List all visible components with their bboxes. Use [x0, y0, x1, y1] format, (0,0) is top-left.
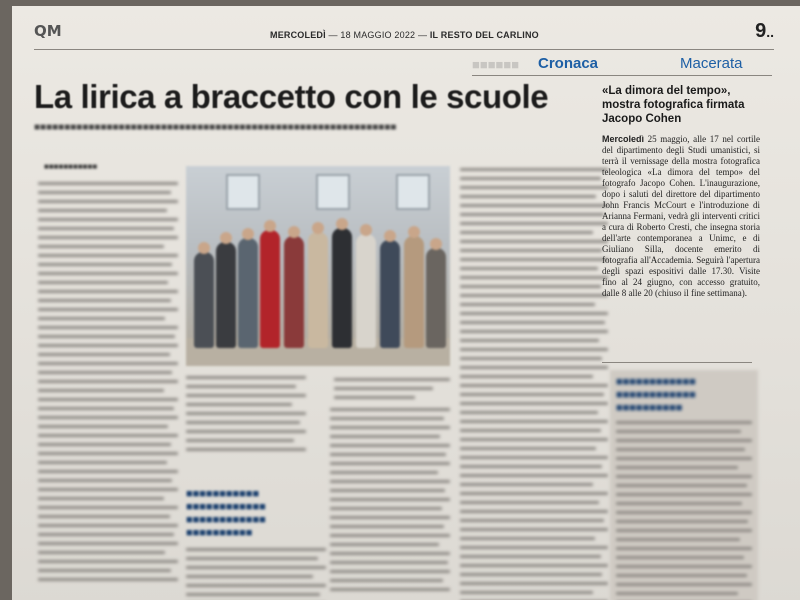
dateline	[270, 30, 539, 40]
article-subhead-blurred: ■■■■■■■■■■■■■■■■■■■■■■■■■■■■■■■■■■■■■■■■■■■■■■■■■■■■■■■■■■■■	[34, 122, 397, 133]
masthead	[34, 20, 774, 50]
section-faded-label: ■■■■■■	[472, 57, 520, 72]
article-photo-group	[186, 166, 450, 366]
weekday: MERCOLEDÌ	[270, 30, 326, 40]
sidebar-article-title: «La dimora del tempo», mostra fotografica firmata Jacopo Cohen	[602, 85, 745, 125]
section-city: Macerata	[680, 55, 743, 72]
article-byline-blurred: ■■■■■■■■■■■	[44, 162, 98, 171]
section-cronaca: Cronaca	[538, 55, 599, 72]
sidebar-article-lead: Mercoledì	[602, 134, 645, 144]
section-header	[472, 54, 772, 76]
newspaper-name: IL RESTO DEL CARLINO	[429, 30, 539, 40]
sidebar-article-text: 25 maggio, alle 17 nel cortile del dipartimento degli Studi umanistici, si terrà il vernissage della mostra fotografica teleologica «La dimora del tempo» del fotografo Jacopo Cohen. L'inaugurazione, dopo i saluti del direttore del dipartimento John Francis McCourt e l'introduzione di Arianna Fermani, vedrà gli interventi critici a cura di Roberto Cresti, che insegna storia dell'arte contemporanea a Unimc, e di Giuliano Silla, docente emerito di fotografia all'Accademia. Seguirà l'apertura degli spazi espositivi dalle 17.30. Visite fino al 24 giugno, con accesso gratuito, dalle 8 alle 20 (chiuso il fine settimana).	[602, 134, 761, 298]
sidebar-article	[602, 84, 760, 299]
sidebar-box-title-blurred: ■■■■■■■■■■■■ ■■■■■■■■■■■■ ■■■■■■■■■■	[616, 376, 696, 414]
photo-caption-left-blurred	[186, 376, 306, 457]
article-column-4	[460, 168, 608, 600]
sidebar-article-body	[602, 134, 760, 299]
sidebar-box-blurred	[610, 370, 758, 600]
interview-subheadline-blurred: ■■■■■■■■■■■ ■■■■■■■■■■■■ ■■■■■■■■■■■■ ■■■■■■■■■■	[186, 488, 266, 539]
page-number: 9..	[755, 20, 774, 42]
photo-caption-right-blurred	[334, 378, 450, 405]
article-headline: La lirica a braccetto con le scuole	[34, 78, 549, 115]
newspaper-logo: QM	[34, 22, 62, 40]
article-column-1	[38, 182, 178, 587]
sidebar-divider	[602, 362, 752, 363]
article-column-2-bottom	[186, 548, 326, 600]
main-article	[34, 78, 608, 600]
date: — 18 MAGGIO 2022 —	[328, 30, 428, 40]
newspaper-page	[12, 6, 800, 600]
article-column-3	[330, 408, 450, 597]
